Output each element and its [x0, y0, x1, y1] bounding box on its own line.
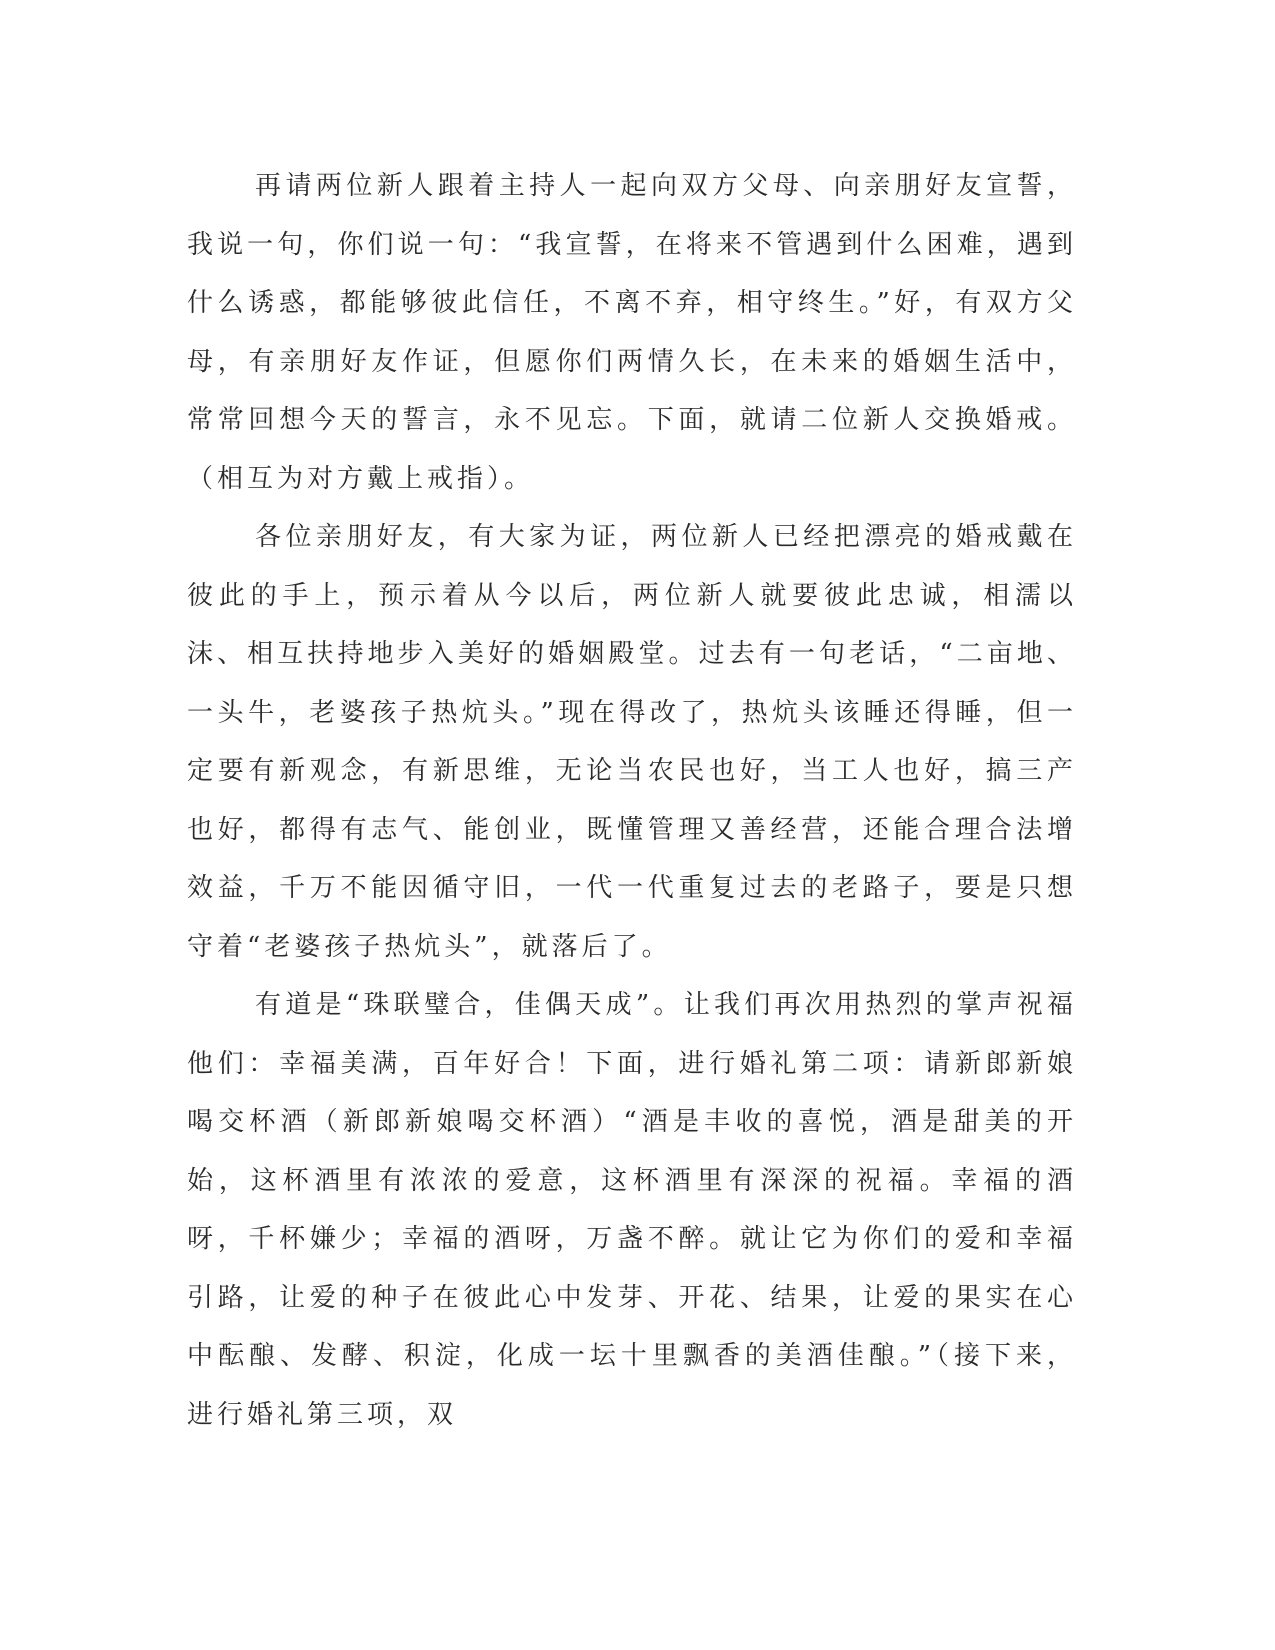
- document-body: [187, 157, 1077, 1444]
- paragraph-vows: 再请两位新人跟着主持人一起向双方父母、向亲朋好友宣誓，我说一句，你们说一句：“我宣誓，在将来不管遇到什么困难，遇到什么诱惑，都能够彼此信任，不离不弃，相守终生。”好，有双方父母，有亲朋好友作证，但愿你们两情久长，在未来的婚姻生活中，常常回想今天的誓言，永不见忘。下面，就请二位新人交换婚戒。（相互为对方戴上戒指）。: [187, 171, 1077, 494]
- paragraph-rings: 各位亲朋好友，有大家为证，两位新人已经把漂亮的婚戒戴在彼此的手上，预示着从今以后，两位新人就要彼此忠诚，相濡以沫、相互扶持地步入美好的婚姻殿堂。过去有一句老话，“二亩地、一头牛，老婆孩子热炕头。”现在得改了，热炕头该睡还得睡，但一定要有新观念，有新思维，无论当农民也好，当工人也好，搞三产也好，都得有志气、能创业，既懂管理又善经营，还能合理合法增效益，千万不能因循守旧，一代一代重复过去的老路子，要是只想守着“老婆孩子热炕头”，就落后了。: [187, 522, 1077, 962]
- paragraph-toast: 有道是“珠联璧合，佳偶天成”。让我们再次用热烈的掌声祝福他们：幸福美满，百年好合！下面，进行婚礼第二项：请新郎新娘喝交杯酒（新郎新娘喝交杯酒）“酒是丰收的喜悦，酒是甜美的开始，这杯酒里有浓浓的爱意，这杯酒里有深深的祝福。幸福的酒呀，千杯嫌少；幸福的酒呀，万盏不醉。就让它为你们的爱和幸福引路，让爱的种子在彼此心中发芽、开花、结果，让爱的果实在心中酝酿、发酵、积淀，化成一坛十里飘香的美酒佳酿。”（接下来，进行婚礼第三项，双: [187, 990, 1077, 1430]
